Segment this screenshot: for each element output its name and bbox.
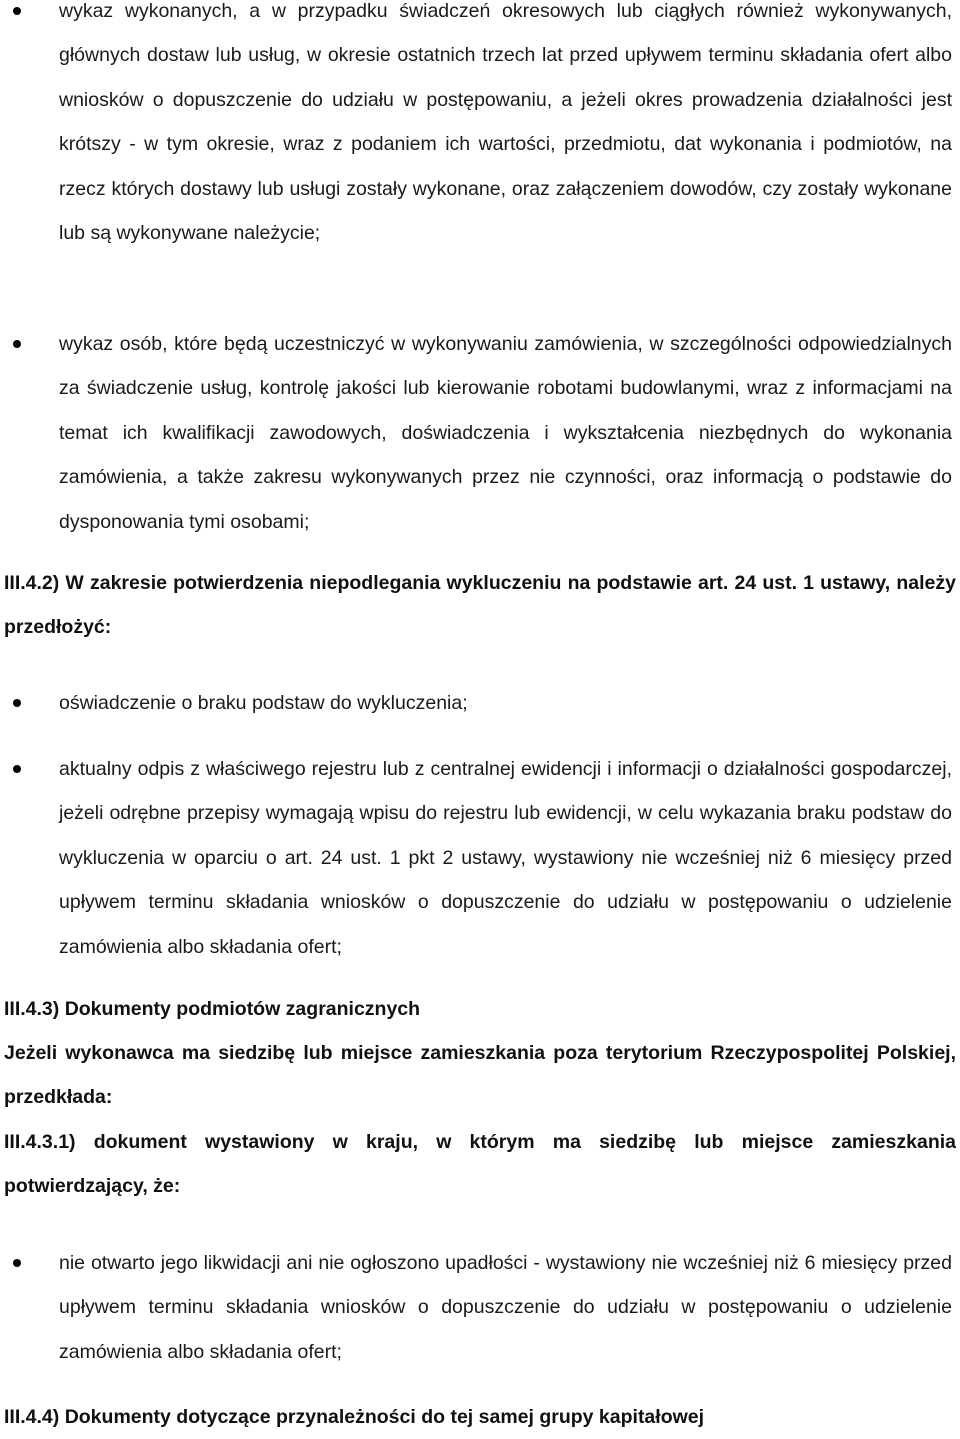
list-item bbox=[59, 1241, 952, 1374]
list-item-text: oświadczenie o braku podstaw do wykluczenia; bbox=[59, 692, 468, 714]
list-item-text: wykaz osób, które będą uczestniczyć w wykonywaniu zamówienia, w szczególności odpowiedzialnych za świadczenie usług, kontrolę jakości lub kierowanie robotami budowlanymi, wraz z informacjami na temat ich kwalifikacji zawodowych, doświadczenia i wykształcenia niezbędnych do wykonania zamówienia, a także zakresu wykonywanych przez nie czynności, oraz informacją o podstawie do dysponowania tymi osobami; bbox=[59, 333, 952, 533]
list-item bbox=[59, 747, 952, 969]
list-item-text: nie otwarto jego likwidacji ani nie ogłoszono upadłości - wystawiony nie wcześniej niż 6 miesięcy przed upływem terminu składania wniosków o dopuszczenie do udziału w postępowaniu o udzielenie zamówienia albo składania ofert; bbox=[59, 1252, 952, 1363]
list-item-text: wykaz wykonanych, a w przypadku świadczeń okresowych lub ciągłych również wykonywanych, głównych dostaw lub usług, w okresie ostatnich trzech lat przed upływem terminu składania ofert albo wniosków o dopuszczenie do udziału w postępowaniu, a jeżeli okres prowadzenia działalności jest krótszy - w tym okresie, wraz z podaniem ich wartości, przedmiotu, dat wykonania i podmiotów, na rzecz których dostawy lub usługi zostały wykonane, oraz załączeniem dowodów, czy zostały wykonane lub są wykonywane należycie; bbox=[59, 0, 952, 245]
bullet-icon bbox=[13, 7, 21, 15]
bullet-icon bbox=[13, 1259, 21, 1267]
section-heading-iii-4-3-1: III.4.3.1) dokument wystawiony w kraju, w którym ma siedzibę lub miejsce zamieszkania potwierdzający, że: bbox=[4, 1131, 956, 1198]
list-item-text: aktualny odpis z właściwego rejestru lub z centralnej ewidencji i informacji o działalności gospodarczej, jeżeli odrębne przepisy wymagają wpisu do rejestru lub ewidencji, w celu wykazania braku podstaw do wykluczenia w oparciu o art. 24 ust. 1 pkt 2 ustawy, wystawiony nie wcześniej niż 6 miesięcy przed upływem terminu składania wniosków o dopuszczenie do udziału w postępowaniu o udzielenie zamówienia albo składania ofert; bbox=[59, 758, 952, 958]
section-heading-iii-4-3: III.4.3) Dokumenty podmiotów zagranicznych bbox=[4, 998, 421, 1020]
bullet-icon bbox=[13, 699, 21, 707]
bullet-icon bbox=[13, 340, 21, 348]
list-item bbox=[59, 681, 952, 725]
list-item bbox=[59, 322, 952, 544]
foreign-entity-heading: Jeżeli wykonawca ma siedzibę lub miejsce zamieszkania poza terytorium Rzeczypospolitej Polskiej, przedkłada: bbox=[4, 1042, 956, 1109]
bullet-icon bbox=[13, 765, 21, 773]
section-heading-iii-4-2: III.4.2) W zakresie potwierdzenia niepodlegania wykluczeniu na podstawie art. 24 ust. 1 ustawy, należy przedłożyć: bbox=[4, 572, 956, 639]
section-heading-iii-4-4: III.4.4) Dokumenty dotyczące przynależności do tej samej grupy kapitałowej bbox=[4, 1406, 705, 1428]
list-item bbox=[59, 0, 952, 255]
